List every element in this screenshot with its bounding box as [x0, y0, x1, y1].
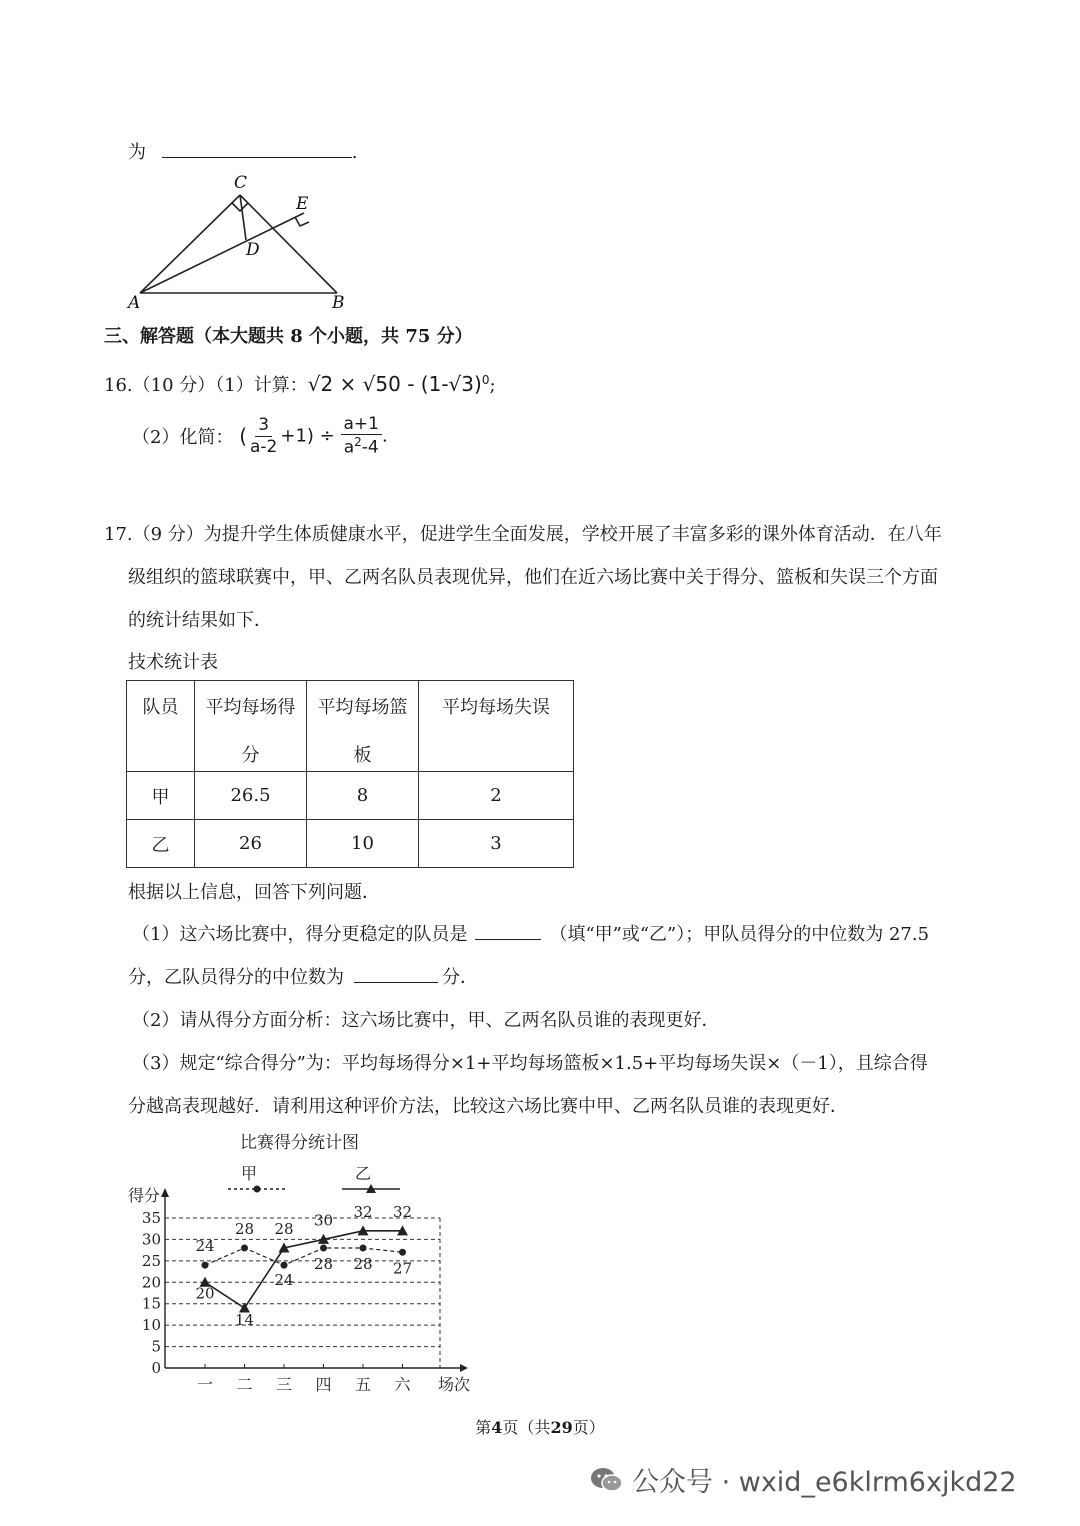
q16-part2: （2）化简： ( $\frac{3}{a-2}$ +1) ÷ $\frac{a+1}{a^2-4}$ .: [132, 414, 388, 459]
x-tick-label: 四: [315, 1375, 332, 1394]
data-label: 28: [274, 1220, 294, 1238]
data-label: 27: [392, 1259, 413, 1278]
q17-part1-line2: 分，乙队员得分的中位数为 分．: [128, 967, 478, 988]
legend-marker: [254, 1186, 261, 1193]
q17-blank-1[interactable]: [475, 939, 541, 940]
table-row: 甲 26.5 8 2: [127, 772, 574, 820]
x-tick-label: 六: [394, 1375, 411, 1394]
page-total: 29: [550, 1418, 573, 1437]
q17-intro-3: 的统计结果如下．: [128, 610, 272, 631]
label-d: D: [246, 240, 260, 260]
score-line-chart: [120, 1125, 490, 1400]
fraction-2: $\frac{a+1}{a^2-4}$: [341, 414, 382, 458]
data-label: 28: [234, 1220, 255, 1238]
q17-after-table: 根据以上信息，回答下列问题．: [128, 882, 380, 903]
q17-part3-line2: 分越高表现越好．请利用这种评价方法，比较这六场比赛中甲、乙两名队员谁的表现更好．: [128, 1096, 848, 1117]
x-tick-label: 一: [196, 1375, 214, 1394]
q17-intro-1: 17.（9 分）为提升学生体质健康水平，促进学生全面发展，学校开展了丰富多彩的课外体育活动．在八年: [104, 524, 942, 545]
data-point: [241, 1245, 248, 1252]
table-title: 技术统计表: [128, 652, 218, 673]
q17-intro-2: 级组织的篮球联赛中，甲、乙两名队员表现优异，他们在近六场比赛中关于得分、篮板和失误三个方面: [128, 567, 938, 588]
label-e: E: [296, 194, 309, 214]
q15-prefix: 为: [128, 142, 146, 163]
segment-cd: [240, 195, 246, 240]
data-label: 30: [313, 1211, 334, 1230]
x-axis-arrow: [460, 1364, 468, 1372]
x-tick-label: 五: [354, 1375, 372, 1394]
q15-blank[interactable]: [162, 157, 352, 158]
segment-ac: [140, 195, 240, 293]
series-line-1: [205, 1231, 403, 1308]
data-label: 32: [353, 1202, 373, 1221]
q16-expr: √2 × √50 - (1-√3): [307, 372, 482, 396]
y-axis-label: 得分: [128, 1186, 161, 1205]
q17-part2: （2）请从得分方面分析：这六场比赛中，甲、乙两名队员谁的表现更好．: [132, 1010, 720, 1031]
q17-part3-line1: （3）规定“综合得分”为：平均每场得分×1+平均每场篮板×1.5+平均每场失误×（－1），且综合得: [132, 1053, 928, 1074]
watermark-text: 公众号 · wxid_e6klrm6xjkd22: [632, 1467, 1017, 1498]
watermark: [590, 1460, 1017, 1499]
y-axis-arrow: [161, 1188, 169, 1197]
q15-answer-line: 为 .: [128, 142, 358, 163]
right-angle-e: [295, 217, 309, 226]
y-tick-label: 10: [141, 1316, 161, 1335]
data-label: 32: [392, 1202, 413, 1221]
right-angle-c: [232, 203, 248, 211]
table-header-cell: 队员: [127, 681, 195, 772]
q17-blank-2[interactable]: [354, 982, 438, 983]
series-line-0: [205, 1248, 403, 1265]
y-tick-label: 5: [151, 1337, 161, 1356]
table-header-row: [127, 681, 574, 772]
x-tick-label: 三: [275, 1375, 293, 1394]
label-c: C: [234, 173, 248, 193]
data-label: 24: [274, 1271, 294, 1290]
data-label: 24: [195, 1237, 215, 1256]
x-tick-label: 二: [236, 1375, 253, 1394]
data-point: [360, 1245, 367, 1252]
page-number: 4: [491, 1418, 503, 1437]
data-label: 28: [313, 1255, 334, 1273]
table-header-cell: 平均每场得 分: [195, 681, 307, 772]
page-footer: 第4页（共29页）: [475, 1418, 605, 1437]
label-b: B: [332, 293, 345, 313]
triangle-figure: [120, 168, 370, 318]
data-point: [202, 1262, 209, 1269]
q16-part1: 16.（10 分）（1）计算：$√2 \times √50 - (1-√3)^0$;: [104, 372, 496, 396]
y-tick-label: 15: [141, 1294, 161, 1313]
data-point: [320, 1245, 327, 1252]
x-axis-label: 场次: [438, 1375, 471, 1394]
q17-part1-line1: （1）这六场比赛中，得分更稳定的队员是 （填“甲”或“乙”）；甲队员得分的中位数为 27.5: [132, 924, 930, 945]
legend-label: 乙: [354, 1164, 372, 1183]
data-label: 20: [195, 1284, 215, 1303]
data-label: 14: [234, 1311, 255, 1329]
y-tick-label: 0: [151, 1359, 161, 1377]
legend-label: 甲: [240, 1164, 258, 1183]
data-label: 28: [353, 1255, 373, 1273]
table-row: 乙 26 10 3: [127, 820, 574, 868]
data-point: [399, 1249, 406, 1256]
table-header-cell: 平均每场篮 板: [307, 681, 419, 772]
y-tick-label: 25: [141, 1251, 161, 1270]
label-a: A: [128, 293, 141, 313]
y-tick-label: 30: [141, 1230, 161, 1249]
y-tick-label: 20: [141, 1273, 161, 1292]
stats-table: [126, 680, 574, 868]
section-title: 三、解答题（本大题共 8 个小题，共 75 分）: [104, 326, 473, 347]
segment-ae: [140, 213, 304, 293]
chart-title: 比赛得分统计图: [240, 1133, 359, 1153]
fraction-1: $\frac{3}{a-2}$: [250, 415, 278, 457]
data-point: [281, 1262, 288, 1269]
y-tick-label: 35: [141, 1209, 161, 1227]
wechat-icon: [590, 1466, 624, 1494]
table-header-cell: 平均每场失误: [419, 681, 574, 772]
